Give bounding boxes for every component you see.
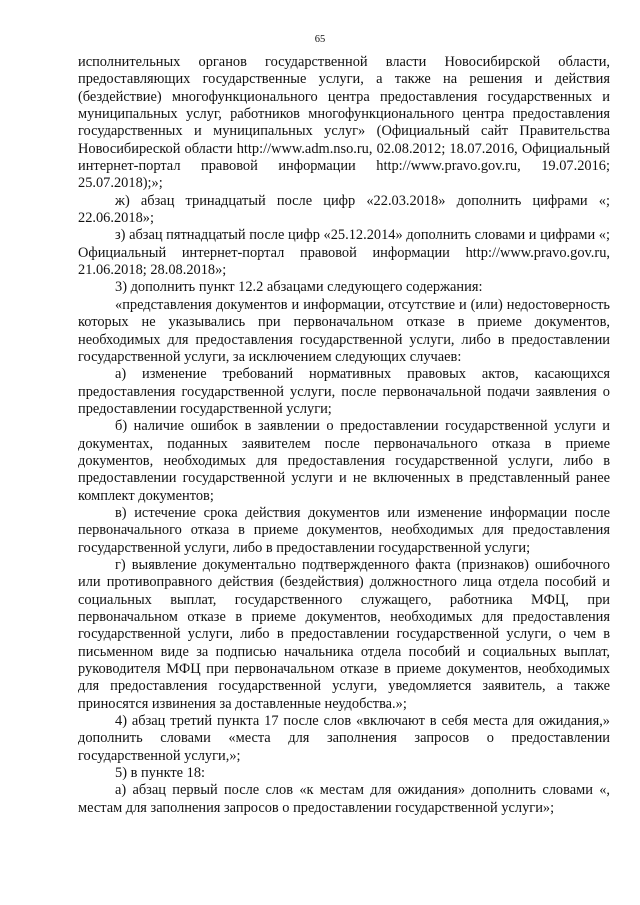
- paragraph-item-4: 4) абзац третий пункта 17 после слов «включают в себя места для ожидания,» дополнить словами «места для заполнения запросов о предоставлении государственной услуги,»;: [78, 713, 610, 764]
- paragraph-quote-intro: «представления документов и информации, отсутствие и (или) недостоверность которых не указывались при первоначальном отказе в приеме документов, необходимых для предоставления государственной услуги, либо в предоставлении государственной услуги, за исключением следующих случаев:: [78, 296, 610, 365]
- paragraph-case-a: а) изменение требований нормативных правовых актов, касающихся предоставления государственной услуги, после первоначальной подачи заявления о предоставлении государственной услуги;: [78, 366, 610, 417]
- page-number: 65: [314, 34, 326, 45]
- paragraph-case-g: г) выявление документально подтвержденного факта (признаков) ошибочного или противоправного действия (бездействия) должностного лица отдела пособий и социальных выплат, государственного служащего, работника МФЦ, при первоначальном отказе в приеме документов, необходимых для предоставления государственной услуги, либо в предоставлении государственной услуги, о чем в письменном виде за подписью начальника отдела пособий и социальных выплат, руководителя МФЦ при первоначальном отказе в приеме документов, необходимых для предоставления государственной услуги, уведомляется заявитель, а также приносятся извинения за доставленные неудобства.»;: [78, 556, 610, 712]
- paragraph-item-3: 3) дополнить пункт 12.2 абзацами следующего содержания:: [115, 279, 483, 296]
- paragraph-item-z: з) абзац пятнадцатый после цифр «25.12.2014» дополнить словами и цифрами «; Официальный интернет-портал правовой информации http://www.pravo.gov.ru, 21.06.2018; 28.08.2018»;: [78, 227, 610, 279]
- paragraph-item-zh: ж) абзац тринадцатый после цифр «22.03.2018» дополнить цифрами «; 22.06.2018»;: [78, 192, 610, 227]
- paragraph-item-5: 5) в пункте 18:: [115, 765, 206, 782]
- paragraph-case-b: б) наличие ошибок в заявлении о предоставлении государственной услуги и документах, поданных заявителем после первоначального отказа в приеме документов, необходимых для предоставления государственной услуги, либо в предоставлении государственной услуги и не включенных в представленный ранее комплект документов;: [78, 418, 610, 504]
- paragraph-continuation: исполнительных органов государственной власти Новосибирской области, предоставляющих государственные услуги, а также на решения и действия (бездействие) многофункционального центра предоставления государственных и муниципальных услуг, работников многофункционального центра предоставления государственных и муниципальных услуг» (Официальный сайт Правительства Новосибиреской области http://www.adm.nso.ru, 02.08.2012; 18.07.2016, Официальный интернет-портал правовой информации http://www.pravo.gov.ru, 19.07.2016; 25.07.2018);»;: [78, 54, 610, 192]
- document-body: [78, 54, 610, 817]
- paragraph-item-5a: а) абзац первый после слов «к местам для ожидания» дополнить словами «, местам для заполнения запросов о предоставлении государственной услуги»;: [78, 782, 610, 816]
- paragraph-case-v: в) истечение срока действия документов или изменение информации после первоначального отказа в приеме документов, необходимых для предоставления государственной услуги, либо в предоставлении государственной услуги;: [78, 504, 610, 556]
